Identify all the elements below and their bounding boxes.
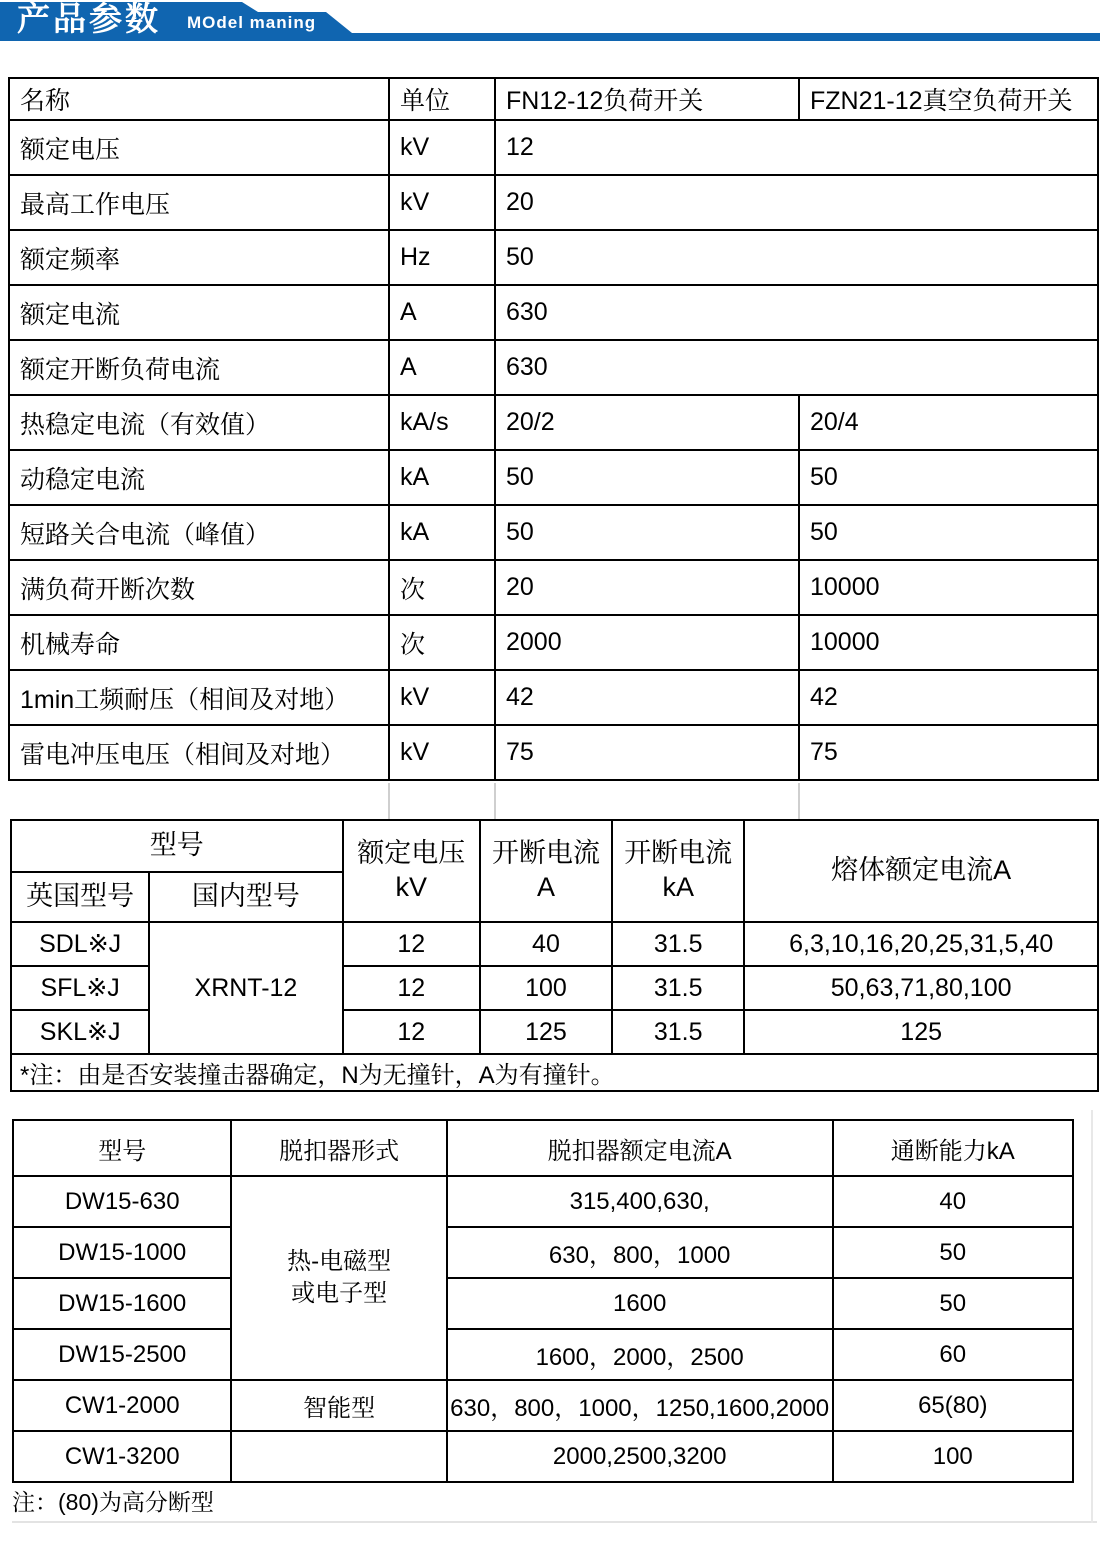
- param-name: 额定电压: [9, 120, 389, 175]
- param-shared-value: 630: [495, 340, 1098, 395]
- capacity-cell: 65(80): [833, 1380, 1073, 1431]
- table-row: [11, 922, 1098, 966]
- table-row: [9, 120, 1098, 175]
- domestic-model-cell: XRNT-12: [149, 922, 342, 1054]
- param-shared-value: 630: [495, 285, 1098, 340]
- current-a-cell: 100: [480, 966, 612, 1010]
- col-header-name: 名称: [9, 78, 389, 120]
- breaker-model-cell: CW1-2000: [13, 1380, 231, 1431]
- param-name: 最高工作电压: [9, 175, 389, 230]
- header-line2: kV: [395, 872, 427, 902]
- col-header-model-group: 型号: [11, 820, 343, 872]
- uk-model-cell: SKL※J: [11, 1010, 149, 1054]
- param-unit: A: [389, 340, 495, 395]
- param-fn12-value: 50: [495, 450, 799, 505]
- param-shared-value: 12: [495, 120, 1098, 175]
- param-unit: 次: [389, 560, 495, 615]
- breaker-model-cell: CW1-3200: [13, 1431, 231, 1482]
- gridline: [494, 783, 496, 819]
- header-line2: A: [536, 872, 555, 902]
- table-gap-row: [8, 783, 1099, 819]
- param-name: 额定电流: [9, 285, 389, 340]
- breaker-model-cell: DW15-1000: [13, 1227, 231, 1278]
- col-header-domestic-model: 国内型号: [149, 872, 342, 922]
- header-line1: 开断电流: [491, 838, 600, 869]
- param-name: 雷电冲压电压（相间及对地）: [9, 725, 389, 780]
- col-header-uk-model: 英国型号: [11, 872, 149, 922]
- col-header-breaking-current-ka: [612, 820, 744, 922]
- voltage-cell: 12: [343, 922, 480, 966]
- table-row: [13, 1278, 1073, 1329]
- trip-current-cell: 1600: [447, 1278, 833, 1329]
- current-a-cell: 125: [480, 1010, 612, 1054]
- param-name: 满负荷开断次数: [9, 560, 389, 615]
- param-shared-value: 50: [495, 230, 1098, 285]
- param-name: 短路关合电流（峰值）: [9, 505, 389, 560]
- param-unit: kA/s: [389, 395, 495, 450]
- table-header-row: [13, 1120, 1073, 1176]
- col-header-fuse-rated-current: 熔体额定电流A: [744, 820, 1098, 922]
- col-header-capacity: 通断能力kA: [833, 1120, 1073, 1176]
- table-row: [9, 175, 1098, 230]
- breaker-model-cell: DW15-1600: [13, 1278, 231, 1329]
- uk-model-cell: SDL※J: [11, 922, 149, 966]
- table-row: [9, 340, 1098, 395]
- fuse-currents-cell: 125: [744, 1010, 1098, 1054]
- trip-current-cell: 1600，2000，2500: [447, 1329, 833, 1380]
- param-fn12-value: 20: [495, 560, 799, 615]
- param-unit: kV: [389, 725, 495, 780]
- breakers-table-note: 注：(80)为高分断型: [12, 1487, 1097, 1523]
- col-header-rated-voltage: [343, 820, 480, 922]
- col-header-trip-current: 脱扣器额定电流A: [447, 1120, 833, 1176]
- trip-form-cell: 智能型: [231, 1380, 446, 1431]
- param-fn12-value: 20/2: [495, 395, 799, 450]
- voltage-cell: 12: [343, 1010, 480, 1054]
- fuse-table-note: *注：由是否安装撞击器确定，N为无撞针，A为有撞针。: [11, 1054, 1098, 1091]
- col-header-unit: 单位: [389, 78, 495, 120]
- param-name: 动稳定电流: [9, 450, 389, 505]
- current-ka-cell: 31.5: [612, 922, 744, 966]
- capacity-cell: 40: [833, 1176, 1073, 1227]
- table-row: [13, 1176, 1073, 1227]
- capacity-cell: 50: [833, 1227, 1073, 1278]
- capacity-cell: 50: [833, 1278, 1073, 1329]
- param-name: 额定频率: [9, 230, 389, 285]
- header-line1: 额定电压: [357, 838, 466, 869]
- table-row: [13, 1380, 1073, 1431]
- param-unit: kA: [389, 505, 495, 560]
- col-header-model: 型号: [13, 1120, 231, 1176]
- trip-form-line1: 热-电磁型: [287, 1247, 392, 1275]
- param-unit: kV: [389, 120, 495, 175]
- param-fzn21-value: 50: [799, 505, 1098, 560]
- uk-model-cell: SFL※J: [11, 966, 149, 1010]
- param-fzn21-value: 20/4: [799, 395, 1098, 450]
- table-row: [13, 1227, 1073, 1278]
- switch-parameters-table: [8, 77, 1099, 781]
- header-banner: [0, 2, 1100, 42]
- trip-form-cell: [231, 1431, 446, 1482]
- gridline: [798, 783, 800, 819]
- param-fzn21-value: 10000: [799, 615, 1098, 670]
- param-name: 1min工频耐压（相间及对地）: [9, 670, 389, 725]
- breaker-model-cell: DW15-2500: [13, 1329, 231, 1380]
- page-subtitle: MOdel maning: [187, 13, 317, 32]
- table-row: [9, 560, 1098, 615]
- param-unit: 次: [389, 615, 495, 670]
- header-line2: kA: [662, 872, 694, 902]
- table-row: [9, 230, 1098, 285]
- param-fn12-value: 75: [495, 725, 799, 780]
- table-row: [9, 670, 1098, 725]
- trip-current-cell: 630，800，1000: [447, 1227, 833, 1278]
- table-row: [9, 505, 1098, 560]
- param-unit: Hz: [389, 230, 495, 285]
- table-row: [9, 615, 1098, 670]
- fuse-currents-cell: 50,63,71,80,100: [744, 966, 1098, 1010]
- col-header-breaking-current-a: [480, 820, 612, 922]
- fuse-currents-cell: 6,3,10,16,20,25,31,5,40: [744, 922, 1098, 966]
- capacity-cell: 100: [833, 1431, 1073, 1482]
- param-unit: kV: [389, 670, 495, 725]
- voltage-cell: 12: [343, 966, 480, 1010]
- breaker-model-cell: DW15-630: [13, 1176, 231, 1227]
- table-header-row: [11, 820, 1098, 872]
- current-ka-cell: 31.5: [612, 966, 744, 1010]
- current-a-cell: 40: [480, 922, 612, 966]
- table-row: [13, 1329, 1073, 1380]
- param-fn12-value: 50: [495, 505, 799, 560]
- param-fzn21-value: 50: [799, 450, 1098, 505]
- breakers-table: [12, 1119, 1074, 1483]
- param-unit: kV: [389, 175, 495, 230]
- trip-form-line2: 或电子型: [291, 1280, 388, 1307]
- table-row: [9, 285, 1098, 340]
- param-name: 热稳定电流（有效值）: [9, 395, 389, 450]
- header-line1: 开断电流: [624, 838, 733, 869]
- table-header-row: [9, 78, 1098, 120]
- param-name: 机械寿命: [9, 615, 389, 670]
- page-title: 产品参数: [17, 0, 161, 37]
- param-unit: kA: [389, 450, 495, 505]
- current-ka-cell: 31.5: [612, 1010, 744, 1054]
- table-row: [9, 395, 1098, 450]
- table-note-row: [11, 1054, 1098, 1091]
- param-fzn21-value: 10000: [799, 560, 1098, 615]
- param-fn12-value: 2000: [495, 615, 799, 670]
- col-header-fn12: FN12-12负荷开关: [495, 78, 799, 120]
- table-row: [13, 1431, 1073, 1482]
- param-fzn21-value: 75: [799, 725, 1098, 780]
- gridline: [388, 783, 390, 819]
- param-shared-value: 20: [495, 175, 1098, 230]
- param-fzn21-value: 42: [799, 670, 1098, 725]
- col-header-trip-form: 脱扣器形式: [231, 1120, 446, 1176]
- param-name: 额定开断负荷电流: [9, 340, 389, 395]
- col-header-fzn21: FZN21-12真空负荷开关: [799, 78, 1098, 120]
- capacity-cell: 60: [833, 1329, 1073, 1380]
- trip-current-cell: 630，800，1000，1250,1600,2000: [447, 1380, 833, 1431]
- table-row: [9, 450, 1098, 505]
- trip-form-cell: [231, 1176, 446, 1380]
- trip-current-cell: 315,400,630,: [447, 1176, 833, 1227]
- param-unit: A: [389, 285, 495, 340]
- fuse-models-table: [10, 819, 1099, 1092]
- param-fn12-value: 42: [495, 670, 799, 725]
- trip-current-cell: 2000,2500,3200: [447, 1431, 833, 1482]
- table-row: [9, 725, 1098, 780]
- gridline: [1091, 1110, 1093, 1523]
